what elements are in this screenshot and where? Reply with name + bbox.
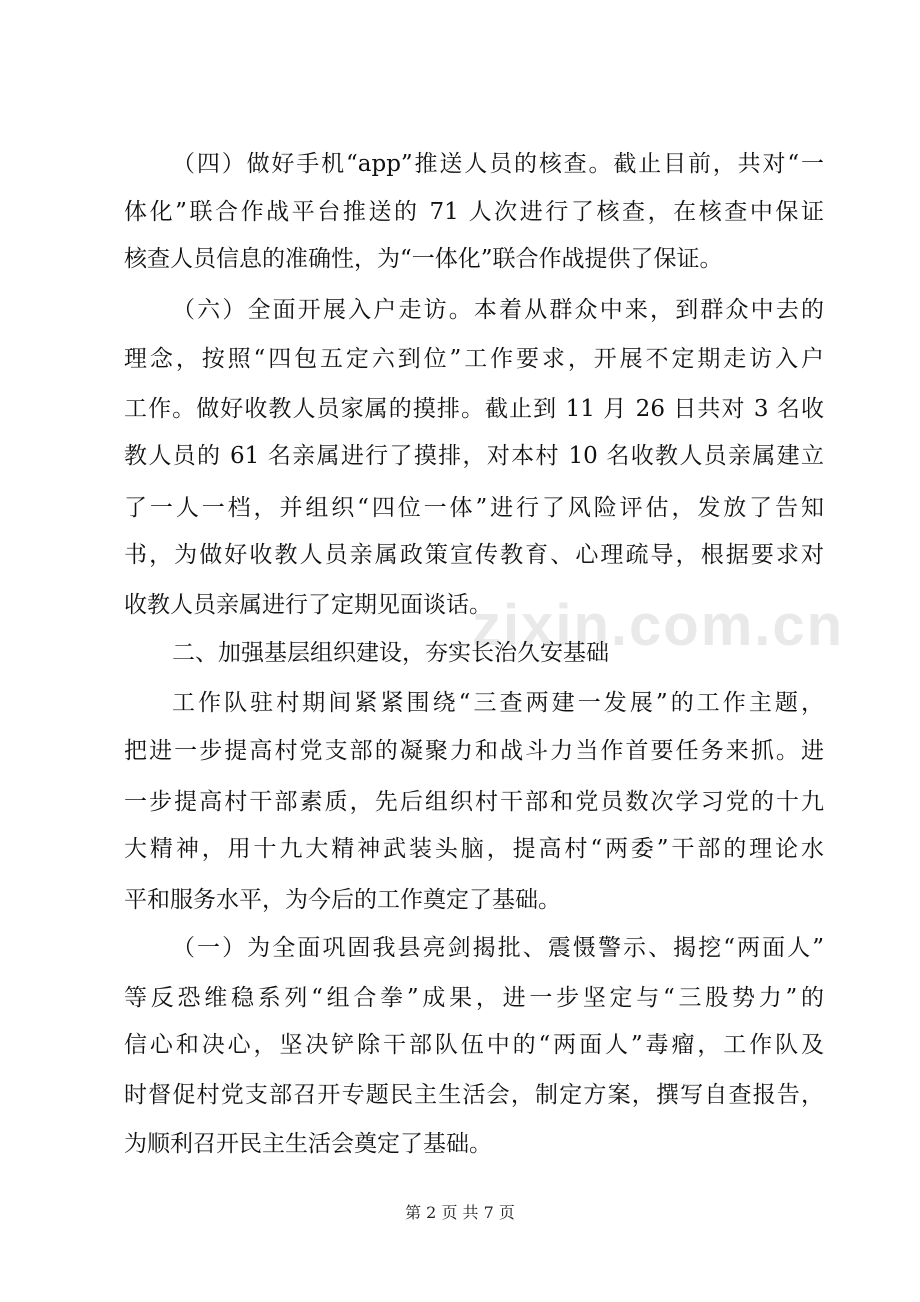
paragraph-section2-line-3: 一步提高村干部素质，先后组织村干部和党员数次学习党的十九 [124,789,824,815]
paragraph-section2-line-2: 把进一步提高村党支部的凝聚力和战斗力当作首要任务来抓。进 [124,738,824,764]
paragraph-4-line-2: 体化”联合作战平台推送的 71 人次进行了核查，在核查中保证 [124,199,824,225]
paragraph-1-line-5: 为顺利召开民主生活会奠定了基础。 [124,1131,492,1157]
page-number-footer: 第 2 页 共 7 页 [405,1203,515,1222]
paragraph-6-line-2: 理念，按照“四包五定六到位”工作要求，开展不定期走访入户 [124,346,824,372]
paragraph-1-line-1: （一）为全面巩固我县亮剑揭批、震慑警示、揭挖“两面人” [172,935,824,961]
paragraph-4-line-3: 核查人员信息的准确性，为“一体化”联合作战提供了保证。 [124,246,723,272]
paragraph-6-line-7: 收教人员亲属进行了定期见面谈话。 [124,592,492,618]
paragraph-1-line-3: 信心和决心，坚决铲除干部队伍中的“两面人”毒瘤，工作队及 [124,1032,824,1058]
paragraph-1-line-4: 时督促村党支部召开专题民主生活会，制定方案，撰写自查报告， [124,1082,824,1108]
paragraph-6-line-4: 教人员的 61 名亲属进行了摸排，对本村 10 名收教人员亲属建立 [124,443,824,469]
paragraph-6-line-5: 了一人一档，并组织“四位一体”进行了风险评估，发放了告知 [124,495,824,521]
paragraph-4-line-1: （四）做好手机“app”推送人员的核查。截止目前，共对“一 [172,151,824,177]
paragraph-section2-line-4: 大精神，用十九大精神武装头脑，提高村“两委”干部的理论水 [124,836,824,862]
paragraph-6-line-6: 书，为做好收教人员亲属政策宣传教育、心理疏导，根据要求对 [124,542,824,568]
section-heading: 二、加强基层组织建设，夯实长治久安基础 [172,640,609,666]
paragraph-1-line-2: 等反恐维稳系列“组合拳”成果，进一步坚定与“三股势力”的 [124,985,824,1011]
paragraph-section2-line-5: 平和服务水平，为今后的工作奠定了基础。 [124,887,561,913]
paragraph-6-line-3: 工作。做好收教人员家属的摸排。截止到 11 月 26 日共对 3 名收 [124,396,824,422]
paragraph-6-line-1: （六）全面开展入户走访。本着从群众中来，到群众中去的 [172,297,824,323]
watermark: zixin.com.cn [472,593,845,658]
paragraph-section2-line-1: 工作队驻村期间紧紧围绕“三查两建一发展”的工作主题， [172,690,824,716]
